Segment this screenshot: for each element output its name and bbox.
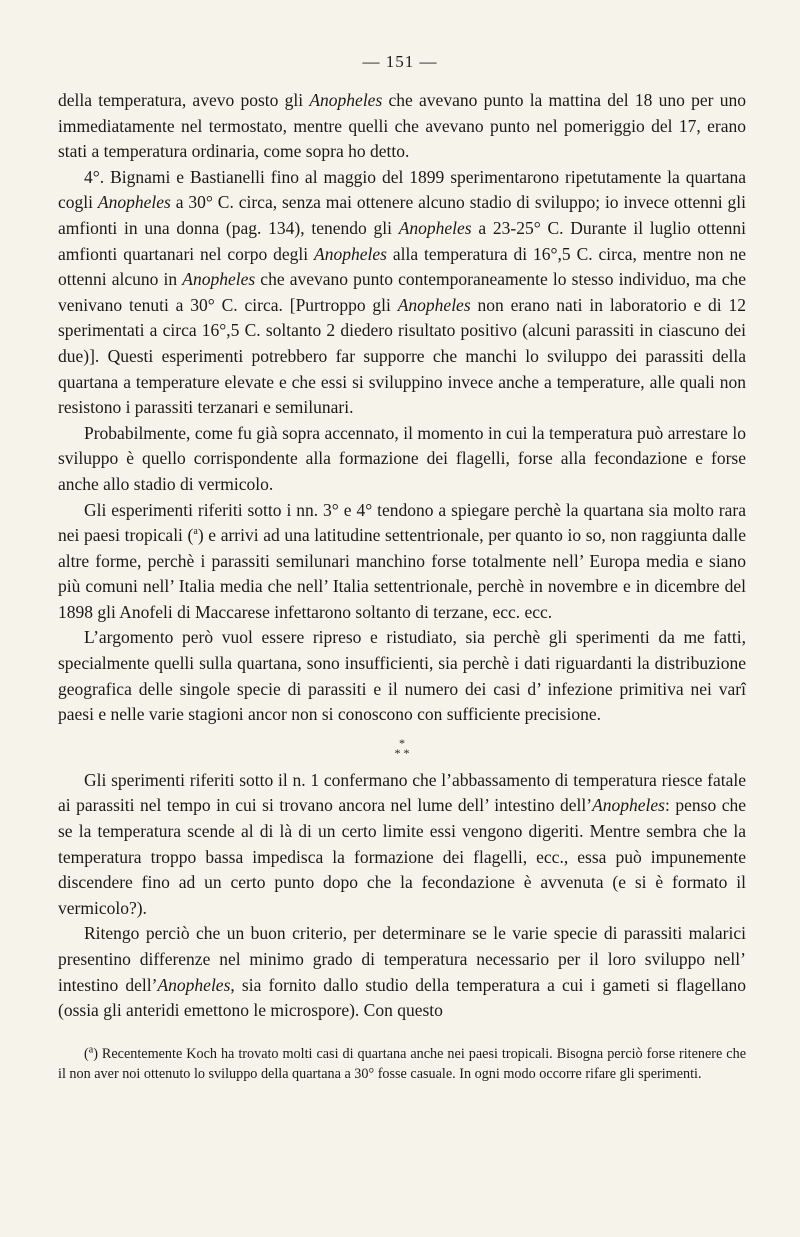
paragraph-5: L’argomento però vuol essere ripreso e ristudiato, sia perchè gli sperimenti da me fatti, specialmente quelli sulla quartana, sono insufficienti, sia perchè i dati riguardanti la distribuzione geografica delle singole specie di parassiti e il numero dei casi d’ infezione primitiva nei varî paesi e nelle varie stagioni ancor non si conoscono con sufficiente precisione. [58,627,746,725]
page-number: — 151 — [362,52,438,71]
paragraph-6: Gli sperimenti riferiti sotto il n. 1 confermano che l’abbassamento di temperatura riesce fatale ai parassiti nel tempo in cui si trovano ancora nel lume dell’ intestino dell’Anopheles: penso che se la temperatura scende al di là di un certo limite essi vengono digeriti. Mentre sembra che la temperatura troppo bassa impedisca la formazione dei flagelli, ecc., essa può impunemente discendere fino ad un certo punto dopo che la fecondazione è avvenuta (e si è formato il vermicolo?). [58,769,746,918]
paragraph-7: Ritengo perciò che un buon criterio, per determinare se le varie specie di parassiti malarici presentino differenze nel minimo grado di temperatura necessario per il loro sviluppo nell’ intestino dell’Anopheles, sia fornito dallo studio della temperatura a cui i gameti si flagellano (ossia gli anteridi emettono le microspore). Con questo [58,923,746,1021]
asterism-top: * [399,735,405,750]
paragraph-4: Gli esperimenti riferiti sotto i nn. 3° e 4° tendono a spiegare perchè la quartana sia molto rara nei paesi tropicali ($^a$) e arrivi ad una latitudine settentrionale, per quanto io so, non raggiunta dalle altre forme, perchè i parassiti semilunari manchino forse totalmente nell’ Europa media e siano più comuni nell’ Italia media che nell’ Italia settentrionale, perchè in novembre e in dicembre del 1898 gli Anofeli di Maccarese infettarono soltanto di terzane, ecc. ecc. [58,499,746,622]
footnote [58,1044,746,1084]
paragraph-2: 4°. Bignami e Bastianelli fino al maggio del 1899 sperimentarono ripetutamente la quartana cogli Anopheles a 30° C. circa, senza mai ottenere alcuno stadio di sviluppo; io invece ottenni gli amfionti in una donna (pag. 134), tenendo gli Anopheles a 23-25° C. Durante il luglio ottenni amfionti quartanari nel corpo degli Anopheles alla temperatura di 16°,5 C. circa, mentre non ne ottenni alcuno in Anopheles che avevano punto contemporaneamente lo stesso individuo, ma che venivano tenuti a 30° C. circa. [Purtroppo gli Anopheles non erano nati in laboratorio e di 12 sperimentati a circa 16°,5 C. soltanto 2 diedero risultato positivo (alcuni parassiti in ciascuno dei due)]. Questi esperimenti potrebbero far supporre che manchi lo sviluppo dei parassiti della quartana a temperature elevate e che essi si sviluppino invece anche a temperature, alle quali non resistono i parassiti terzanari e semilunari. [58,166,747,418]
footnote-text: ($^a$) Recentemente Koch ha trovato molti casi di quartana anche nei paesi tropicali. Bisogna perciò forse ritenere che il non aver noi ottenuto lo sviluppo della quartana a 30° fosse casuale. In ogni modo occorre rifare gli sperimenti. [58,1044,746,1082]
section-break-asterism [58,735,746,760]
paragraph-3: Probabilmente, come fu già sopra accennato, il momento in cui la temperatura può arrestare lo sviluppo è quello corrispondente alla formazione dei flagelli, forse alla fecondazione e forse anche allo stadio di vermicolo. [58,422,746,494]
body-text [58,88,746,1024]
asterism-bottom: * * [394,745,410,760]
paragraph-1: della temperatura, avevo posto gli Anopheles che avevano punto la mattina del 18 uno per uno immediatamente nel termostato, mentre quelli che avevano punto nel pomeriggio del 17, erano stati a temperatura ordinaria, come sopra ho detto. [58,90,746,162]
